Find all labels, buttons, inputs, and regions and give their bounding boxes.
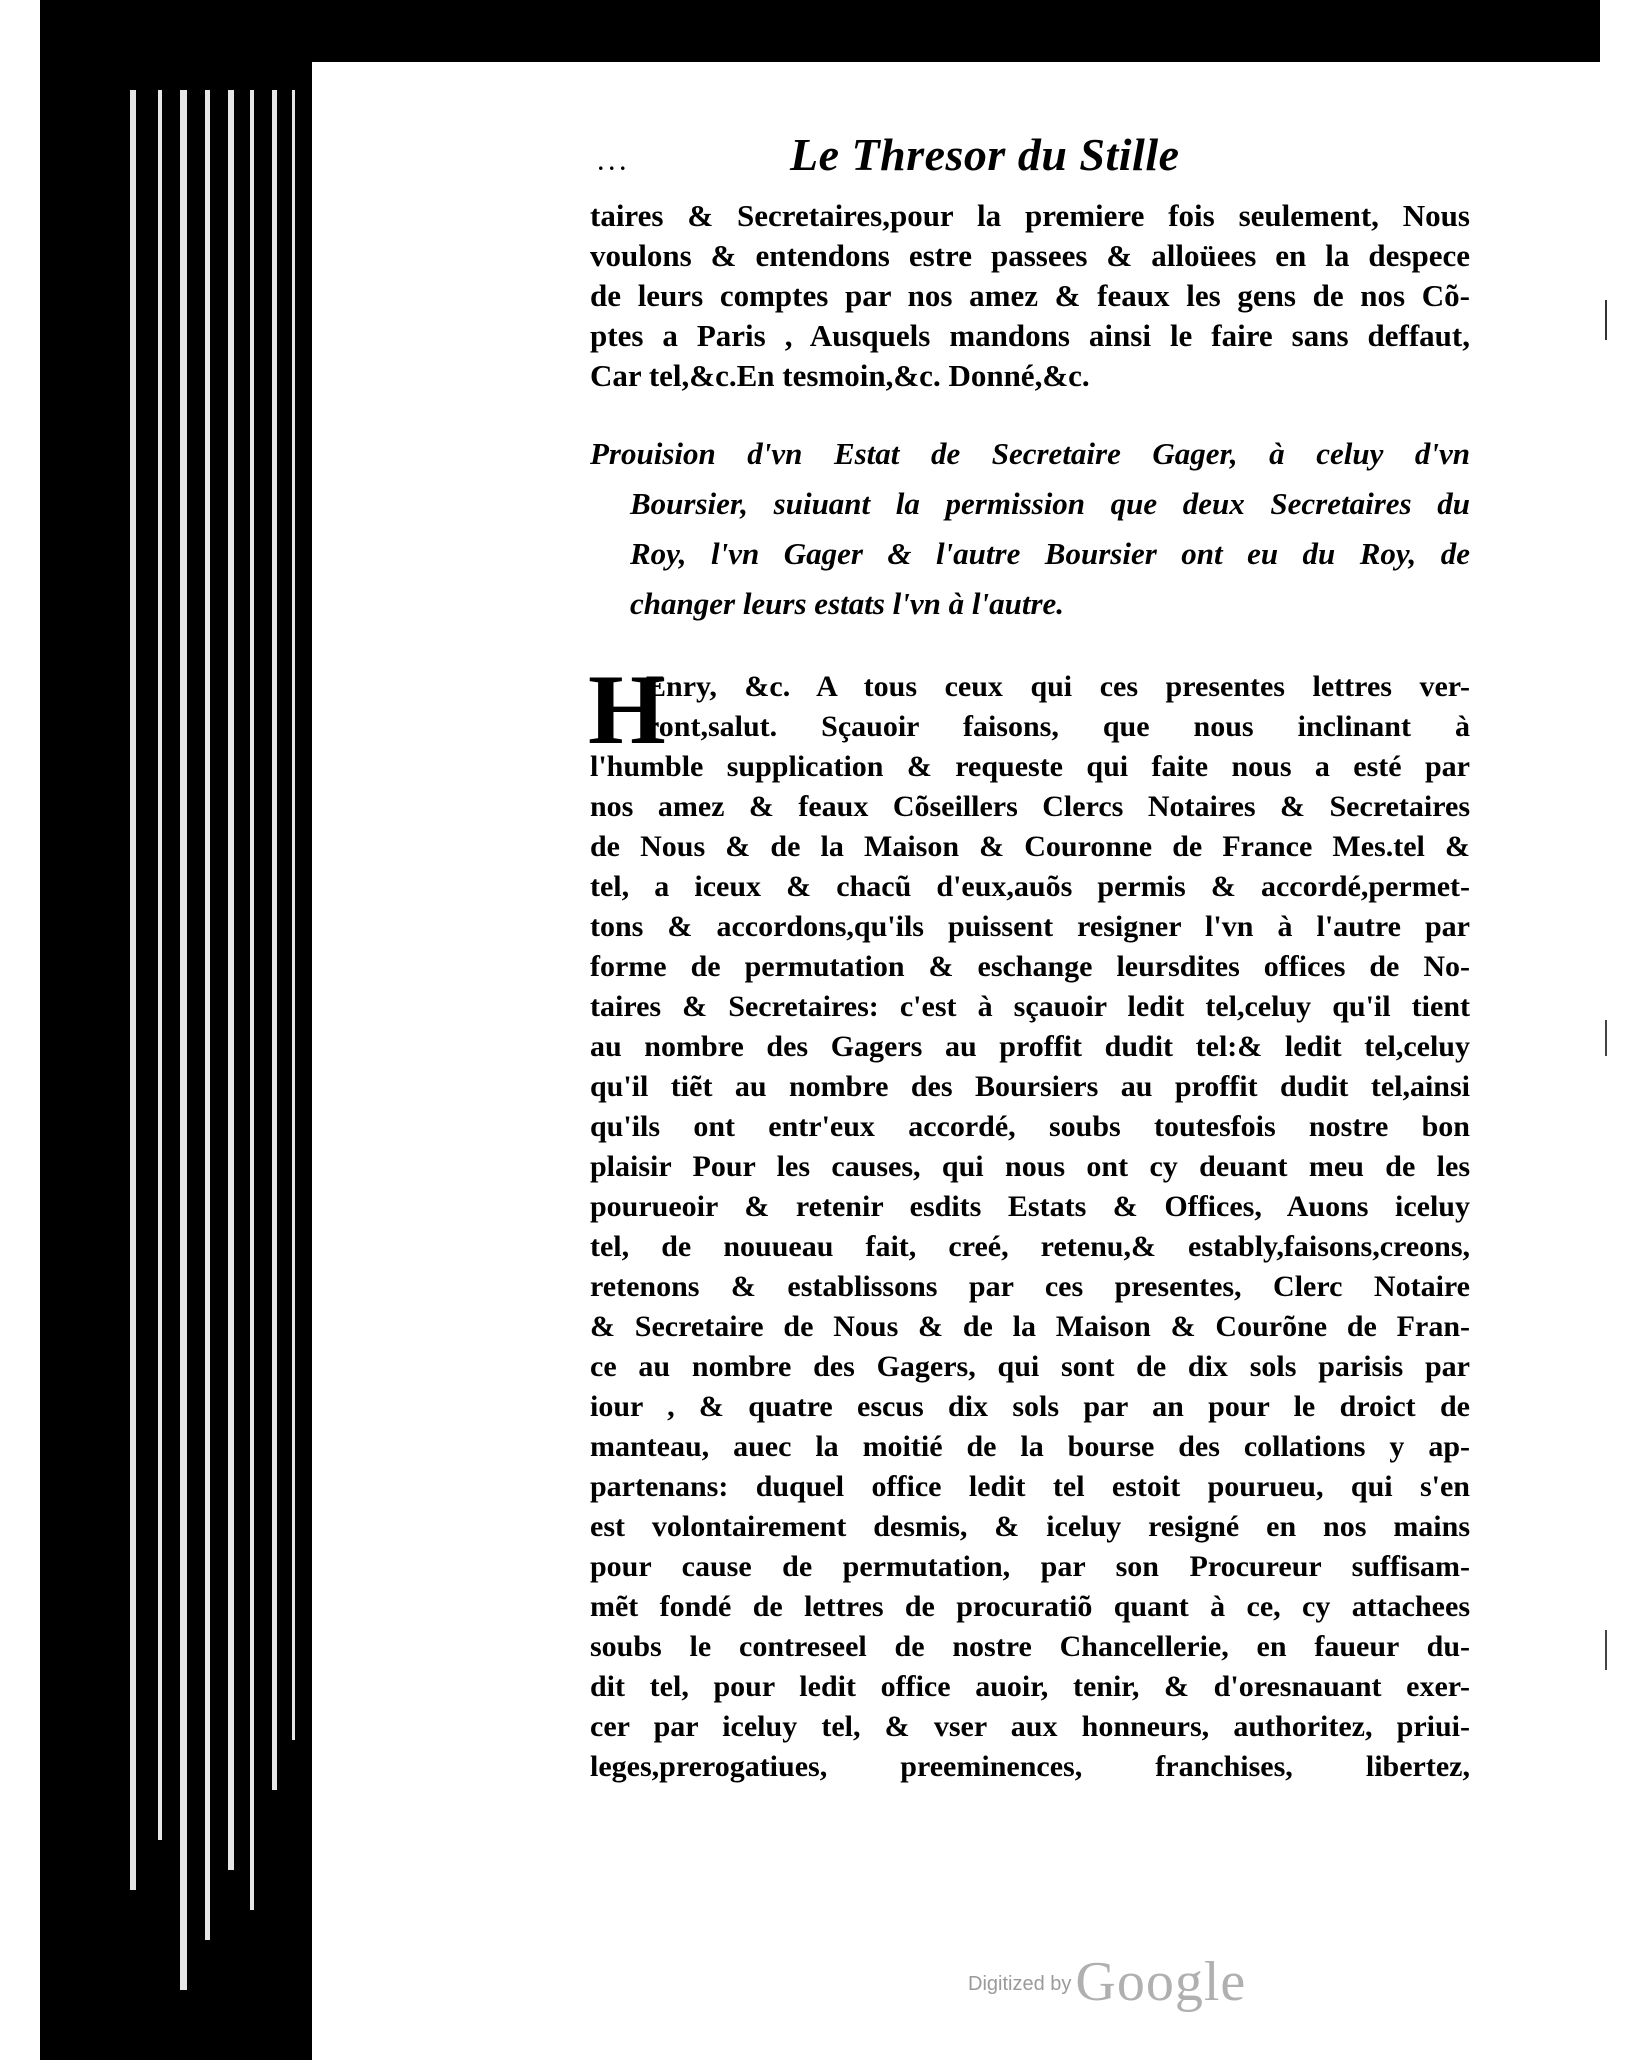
- text-line: retenons & establissons par ces presentes, Clerc Notaire: [590, 1270, 1470, 1303]
- text-line: est volontairement desmis, & iceluy resigné en nos mains: [590, 1510, 1470, 1543]
- scan-streak: [272, 90, 277, 1790]
- scan-streak: [292, 90, 295, 1740]
- text-line: pourueoir & retenir esdits Estats & Offices, Auons iceluy: [590, 1190, 1470, 1223]
- title-line: Boursier, suiuant la permission que deux Secretaires du: [630, 486, 1470, 521]
- text-line: Enry, &c. A tous ceux qui ces presentes lettres ver-: [646, 670, 1470, 703]
- text-line: leges,prerogatiues, preeminences, franchises, libertez,: [590, 1750, 1470, 1783]
- scan-streak: [228, 90, 234, 1870]
- scan-streak: [205, 90, 210, 1940]
- text-line: tel, a iceux & chacũ d'eux,auõs permis & accordé,permet-: [590, 870, 1470, 903]
- edge-mark: [1605, 300, 1607, 340]
- text-line: ront,salut. Sçauoir faisons, que nous inclinant à: [646, 710, 1470, 743]
- text-line: tel, de nouueau fait, creé, retenu,& estably,faisons,creons,: [590, 1230, 1470, 1263]
- text-line: de leurs comptes par nos amez & feaux les gens de nos Cõ-: [590, 278, 1470, 313]
- text-line: iour , & quatre escus dix sols par an pour le droict de: [590, 1390, 1470, 1423]
- text-line: de Nous & de la Maison & Couronne de France Mes.tel &: [590, 830, 1470, 863]
- title-line: Prouision d'vn Estat de Secretaire Gager, à celuy d'vn: [590, 436, 1470, 471]
- text-line: soubs le contreseel de nostre Chancellerie, en faueur du-: [590, 1630, 1470, 1663]
- text-line: Car tel,&c.En tesmoin,&c. Donné,&c.: [590, 358, 1090, 393]
- text-line: taires & Secretaires,pour la premiere fois seulement, Nous: [590, 198, 1470, 233]
- title-line: changer leurs estats l'vn à l'autre.: [630, 586, 1065, 621]
- text-line: dit tel, pour ledit office auoir, tenir, & d'oresnauant exer-: [590, 1670, 1470, 1703]
- text-line: & Secretaire de Nous & de la Maison & Courõne de Fran-: [590, 1310, 1470, 1343]
- text-line: voulons & entendons estre passees & alloüees en la despece: [590, 238, 1470, 273]
- text-line: ptes a Paris , Ausquels mandons ainsi le faire sans deffaut,: [590, 318, 1470, 353]
- text-line: partenans: duquel office ledit tel estoit pourueu, qui s'en: [590, 1470, 1470, 1503]
- title-line: Roy, l'vn Gager & l'autre Boursier ont eu du Roy, de: [630, 536, 1470, 571]
- text-line: tons & accordons,qu'ils puissent resigner l'vn à l'autre par: [590, 910, 1470, 943]
- edge-mark: [1605, 1020, 1607, 1056]
- running-head-ornament: . . .: [598, 150, 626, 175]
- text-line: qu'ils ont entr'eux accordé, soubs toutesfois nostre bon: [590, 1110, 1470, 1143]
- drop-cap: H: [588, 654, 666, 765]
- text-line: cer par iceluy tel, & vser aux honneurs, authoritez, priui-: [590, 1710, 1470, 1743]
- edge-mark: [1605, 1630, 1607, 1670]
- text-line: ce au nombre des Gagers, qui sont de dix sols parisis par: [590, 1350, 1470, 1383]
- text-line: mẽt fondé de lettres de procuratiõ quant à ce, cy attachees: [590, 1590, 1470, 1623]
- text-line: plaisir Pour les causes, qui nous ont cy deuant meu de les: [590, 1150, 1470, 1183]
- text-line: au nombre des Gagers au proffit dudit tel:& ledit tel,celuy: [590, 1030, 1470, 1063]
- watermark-prefix: Digitized by: [968, 1973, 1072, 1995]
- text-line: pour cause de permutation, par son Procureur suffisam-: [590, 1550, 1470, 1583]
- text-line: qu'il tiẽt au nombre des Boursiers au proffit dudit tel,ainsi: [590, 1070, 1470, 1103]
- text-line: forme de permutation & eschange leursdites offices de No-: [590, 950, 1470, 983]
- google-logo: Google: [1075, 1951, 1247, 2013]
- running-head: Le Thresor du Stille: [790, 129, 1180, 180]
- scan-left-border: [40, 0, 312, 2060]
- scan-streak: [130, 90, 136, 1890]
- text-line: nos amez & feaux Cõseillers Clercs Notaires & Secretaires: [590, 790, 1470, 823]
- text-line: taires & Secretaires: c'est à sçauoir ledit tel,celuy qu'il tient: [590, 990, 1470, 1023]
- scan-streak: [180, 90, 187, 1990]
- text-line: l'humble supplication & requeste qui faite nous a esté par: [590, 750, 1470, 783]
- digitized-watermark: [968, 1950, 1246, 2014]
- scan-streak: [250, 90, 254, 1910]
- scan-streak: [158, 90, 162, 1840]
- text-line: manteau, auec la moitié de la bourse des collations y ap-: [590, 1430, 1470, 1463]
